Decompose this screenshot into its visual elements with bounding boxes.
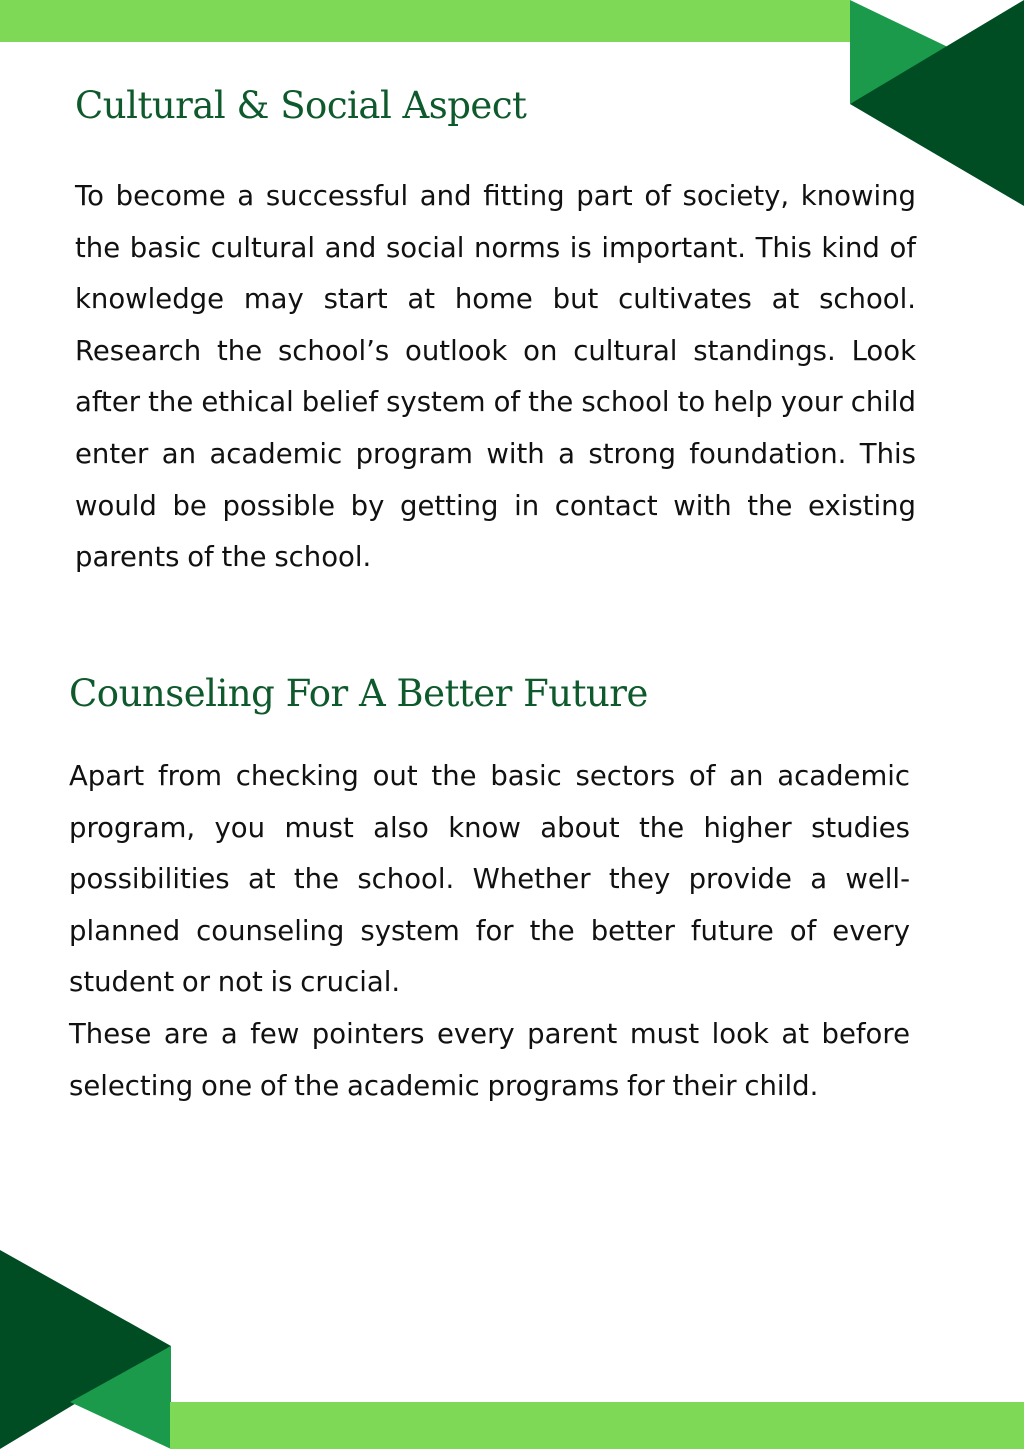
bottom-left-triangle-decoration bbox=[0, 1250, 171, 1449]
section-body-counseling: Apart from checking out the basic sectors of an academic program, you must also know about the higher studies possibilities at the school. Whether they provide a well-planned counseling system for the better future of every student or not is crucial. bbox=[69, 760, 910, 999]
bottom-accent-bar bbox=[170, 1402, 1024, 1449]
section-title-counseling: Counseling For A Better Future bbox=[69, 672, 648, 715]
section-title-cultural-social: Cultural & Social Aspect bbox=[75, 84, 527, 127]
top-accent-bar bbox=[0, 0, 850, 42]
section-body-cultural-social: To become a successful and fitting part of society, knowing the basic cultural and social norms is important. This kind of knowledge may start at home but cultivates at school. Research the school’s outlook on cultural standings. Look after the ethical belief system of the school to help your child enter an academic program with a strong foundation. This would be possible by getting in contact with the existing parents of the school. bbox=[75, 180, 916, 574]
closing-paragraph: These are a few pointers every parent must look at before selecting one of the academic programs for their child. bbox=[69, 1017, 910, 1102]
section-body-counseling-block bbox=[69, 751, 910, 1112]
